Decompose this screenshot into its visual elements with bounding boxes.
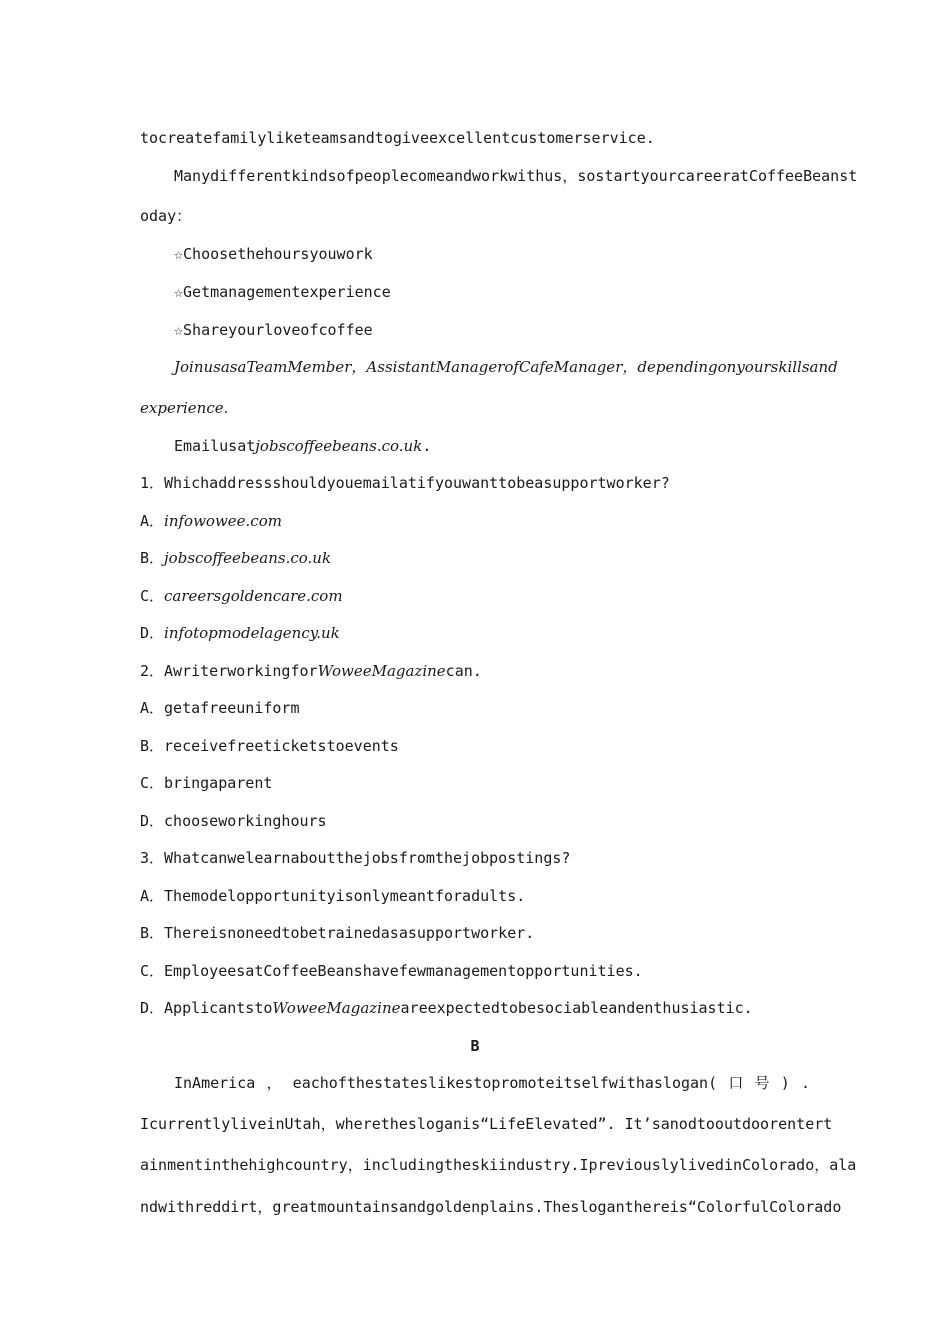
bullet-item: ☆Getmanagementexperience — [174, 283, 391, 301]
text-segment: ) — [780, 1074, 790, 1092]
passage-line: tocreatefamilyliketeamsandtogiveexcellentcustomerservice. — [140, 129, 655, 147]
email-line — [174, 436, 431, 456]
option-text: bringaparent — [164, 774, 273, 792]
option — [140, 511, 282, 531]
option — [140, 923, 534, 943]
option — [140, 773, 272, 793]
email-suffix: . — [422, 437, 432, 455]
option-text-suffix: areexpectedtobesociableandenthusiastic. — [400, 999, 753, 1017]
join-line: JoinusasaTeamMember，AssistantManagerofCafeManager，dependingonyourskillsand — [174, 358, 838, 376]
text-segment: eachofthestateslikestopromoteitselfwithaslogan( — [292, 1074, 718, 1092]
option — [140, 961, 643, 981]
text-segment: greatmountainsandgoldenplains.Thesloganthereis“ColorfulColorado — [272, 1198, 842, 1216]
option-letter: B． — [140, 549, 165, 567]
bullet-item: ☆Choosethehoursyouwork — [174, 245, 373, 263]
option-letter: A． — [140, 512, 165, 530]
option-letter: B． — [140, 924, 165, 942]
section-heading: B — [470, 1037, 480, 1055]
option — [140, 586, 343, 606]
option — [140, 698, 300, 718]
option-text: chooseworkinghours — [164, 812, 327, 830]
option — [140, 736, 399, 756]
option-letter: D． — [140, 812, 165, 830]
option — [140, 811, 327, 831]
text-segment: ， — [266, 1074, 282, 1092]
text-segment: 口 — [728, 1074, 744, 1092]
option-letter: D． — [140, 999, 165, 1017]
option-text: infotopmodelagency.uk — [164, 624, 340, 642]
option-letter: D． — [140, 624, 165, 642]
option-text: Thereisnoneedtobetrainedasasupportworker. — [164, 924, 535, 942]
stem-italic: WoweeMagazine — [317, 662, 446, 680]
passage-line: oday： — [140, 207, 192, 225]
option-text: jobscoffeebeans.co.uk — [164, 549, 332, 567]
option-letter: A． — [140, 699, 165, 717]
bullet-item: ☆Shareyourloveofcoffee — [174, 321, 373, 339]
option-text: Themodelopportunityisonlymeantforadults. — [164, 887, 526, 905]
join-line: experience. — [140, 399, 229, 417]
email-address: jobscoffeebeans.co.uk — [255, 437, 423, 455]
option — [140, 623, 340, 643]
option-text-prefix: Applicantsto — [164, 999, 273, 1017]
text-segment: 号 — [754, 1074, 770, 1092]
passage-line: ainmentinthehighcountry，includingtheskiindustry.IpreviouslylivedinColorado，ala — [140, 1156, 857, 1174]
option-letter: A． — [140, 887, 165, 905]
text-segment: InAmerica — [174, 1074, 256, 1092]
passage-line: Manydifferentkindsofpeoplecomeandworkwithus，sostartyourcareeratCoffeeBeanst — [174, 167, 858, 185]
text-segment: ， — [257, 1198, 273, 1216]
option-letter: C． — [140, 587, 165, 605]
option-text-italic: WoweeMagazine — [272, 999, 401, 1017]
option — [140, 886, 525, 906]
option-letter: C． — [140, 962, 165, 980]
option-text: receivefreeticketstoevents — [164, 737, 399, 755]
stem-suffix: can. — [445, 662, 482, 680]
question-stem — [140, 661, 482, 681]
option-letter: B． — [140, 737, 165, 755]
option-text: careersgoldencare.com — [164, 587, 343, 605]
question-stem: 1．Whichaddressshouldyouemailatifyouwanttobeasupportworker? — [140, 474, 670, 492]
question-stem: 3．Whatcanwelearnaboutthejobsfromthejobpostings? — [140, 849, 571, 867]
option-letter: C． — [140, 774, 165, 792]
option — [140, 998, 753, 1018]
option — [140, 548, 331, 568]
passage-line — [140, 1197, 842, 1217]
option-text: infowowee.com — [164, 512, 282, 530]
stem-prefix: 2．Awriterworkingfor — [140, 662, 318, 680]
option-text: EmployeesatCoffeeBeanshavefewmanagementopportunities. — [164, 962, 643, 980]
passage-line — [174, 1073, 810, 1093]
option-text: getafreeuniform — [164, 699, 300, 717]
text-segment: . — [800, 1074, 810, 1092]
text-segment: ndwithreddirt — [140, 1198, 258, 1216]
email-prefix: Emailusat — [174, 437, 256, 455]
passage-line: IcurrentlyliveinUtah，wherethesloganis“LifeElevated”. It’sanodtooutdoorentert — [140, 1115, 833, 1133]
